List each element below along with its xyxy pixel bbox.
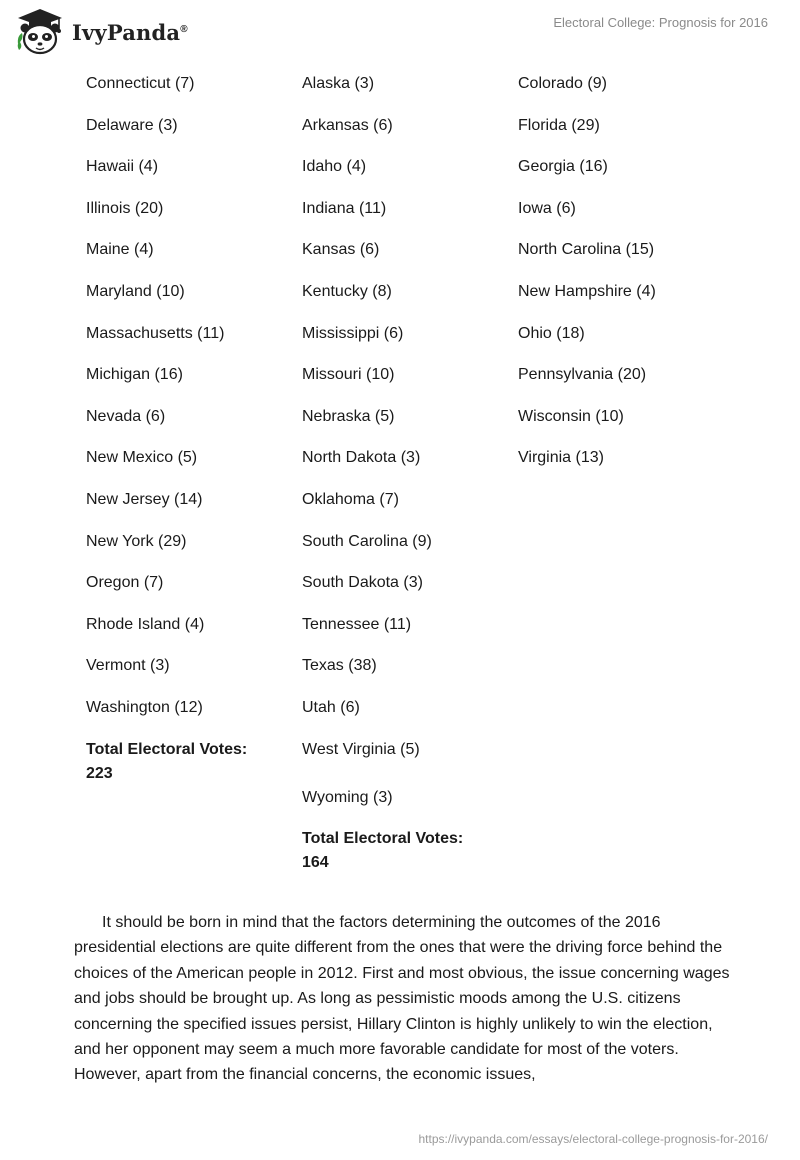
state-entry: Colorado (9) <box>518 75 607 92</box>
state-entry: Washington (12) <box>86 698 203 716</box>
state-entry: Mississippi (6) <box>302 324 404 342</box>
state-entry: Iowa (6) <box>518 199 576 217</box>
state-entry: Rhode Island (4) <box>86 615 205 633</box>
state-entry: Utah (6) <box>302 698 360 716</box>
state-entry: Delaware (3) <box>86 116 178 134</box>
state-entry: New Jersey (14) <box>86 490 203 508</box>
state-entry: Wisconsin (10) <box>518 407 624 425</box>
state-entry: Georgia (16) <box>518 158 608 176</box>
state-entry: Idaho (4) <box>302 158 367 176</box>
ivypanda-logo[interactable] <box>14 6 188 58</box>
state-entry: South Dakota (3) <box>302 574 423 592</box>
body-paragraph <box>74 910 734 1088</box>
state-entry: Indiana (11) <box>302 199 387 217</box>
states-column-2 <box>302 72 502 893</box>
state-entry: Massachusetts (11) <box>86 324 225 342</box>
state-entry: Hawaii (4) <box>86 158 159 176</box>
panda-graduate-icon <box>14 6 66 58</box>
state-entry: Alaska (3) <box>302 75 375 92</box>
state-entry: Nevada (6) <box>86 407 166 425</box>
state-entry: Virginia (13) <box>518 449 604 467</box>
state-entry: Michigan (16) <box>86 366 183 384</box>
brand-name: IvyPanda® <box>72 19 188 45</box>
state-entry: Tennessee (11) <box>302 615 412 633</box>
state-entry: Maryland (10) <box>86 282 185 300</box>
states-column-3 <box>518 72 718 488</box>
states-column-1 <box>86 72 286 803</box>
state-entry: West Virginia (5) <box>302 740 420 758</box>
state-entry: Wyoming (3) <box>302 788 393 806</box>
state-entry: Illinois (20) <box>86 199 164 217</box>
state-entry: Vermont (3) <box>86 657 170 675</box>
state-entry: South Carolina (9) <box>302 532 432 550</box>
state-entry: Kansas (6) <box>302 241 380 259</box>
state-entry: Arkansas (6) <box>302 116 393 134</box>
total-electoral-votes: Total Electoral Votes: 164 <box>302 830 464 872</box>
state-entry: Missouri (10) <box>302 366 395 384</box>
state-entry: Oregon (7) <box>86 574 164 592</box>
state-entry: Maine (4) <box>86 241 154 259</box>
state-entry: New Hampshire (4) <box>518 282 656 300</box>
state-entry: Pennsylvania (20) <box>518 366 647 384</box>
state-entry: Oklahoma (7) <box>302 490 399 508</box>
state-entry: Connecticut (7) <box>86 75 195 92</box>
state-entry: North Dakota (3) <box>302 449 421 467</box>
state-entry: New York (29) <box>86 532 187 550</box>
total-electoral-votes: Total Electoral Votes: 223 <box>86 740 248 782</box>
state-entry: Florida (29) <box>518 116 600 134</box>
paragraph-text: It should be born in mind that the factors determining the outcomes of the 2016 presidential elections are quite different from the ones that were the driving force behind the choices of the American people in 2012. First and most obvious, the issue concerning wages and jobs should be brought up. As long as pessimistic moods among the U.S. citizens concerning the specified issues persist, Hillary Clinton is highly unlikely to win the election, and her opponent may seem a much more favorable candidate for most of the voters. However, apart from the financial concerns, the economic issues, <box>74 914 730 1084</box>
document-title: Electoral College: Prognosis for 2016 <box>553 15 768 30</box>
state-entry: Texas (38) <box>302 657 377 675</box>
state-entry: New Mexico (5) <box>86 449 198 467</box>
state-entry: North Carolina (15) <box>518 241 655 259</box>
state-entry: Ohio (18) <box>518 324 585 342</box>
source-url[interactable]: https://ivypanda.com/essays/electoral-college-prognosis-for-2016/ <box>418 1132 768 1146</box>
page-header <box>0 0 800 64</box>
state-entry: Kentucky (8) <box>302 282 392 300</box>
state-entry: Nebraska (5) <box>302 407 395 425</box>
